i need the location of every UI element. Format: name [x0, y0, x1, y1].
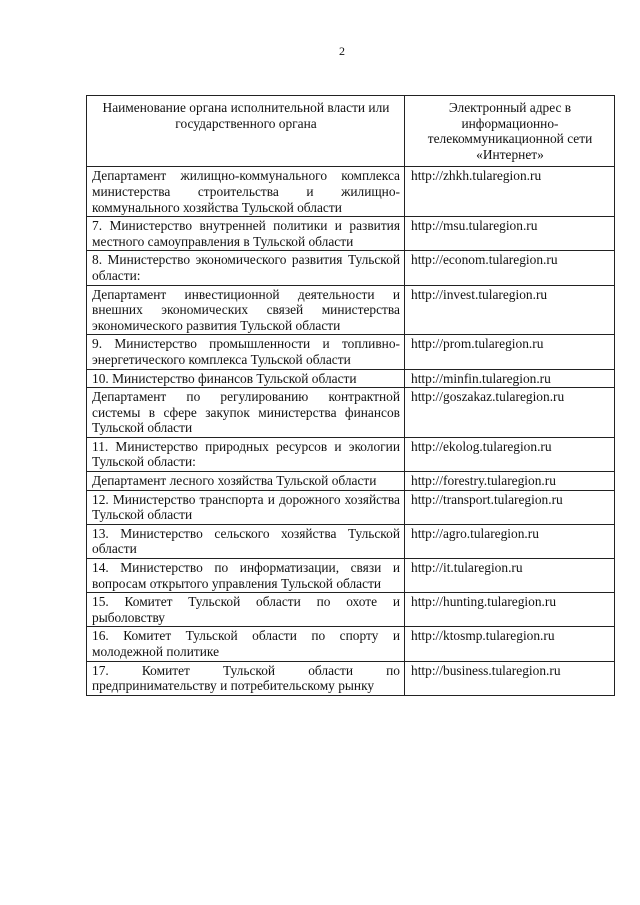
- header-internet-address: Электронный адрес в информационно-телекоммуникационной сети «Интернет»: [405, 96, 615, 167]
- table-header-row: [87, 96, 615, 167]
- table-row: [87, 437, 615, 471]
- organization-name: 16. Комитет Тульской области по спорту и молодежной политике: [87, 627, 405, 661]
- website-link[interactable]: http://transport.tularegion.ru: [405, 490, 615, 524]
- table-row: [87, 661, 615, 695]
- table-row: [87, 593, 615, 627]
- organization-name: 9. Министерство промышленности и топливно-энергетического комплекса Тульской области: [87, 335, 405, 369]
- table-row: [87, 167, 615, 217]
- table-row: [87, 524, 615, 558]
- website-link[interactable]: http://ekolog.tularegion.ru: [405, 437, 615, 471]
- table-row: [87, 369, 615, 388]
- website-link[interactable]: http://goszakaz.tularegion.ru: [405, 388, 615, 438]
- organization-name: 15. Комитет Тульской области по охоте и рыболовству: [87, 593, 405, 627]
- table-row: [87, 285, 615, 335]
- organization-name: 8. Министерство экономического развития Тульской области:: [87, 251, 405, 285]
- table-row: [87, 217, 615, 251]
- website-link[interactable]: http://it.tularegion.ru: [405, 559, 615, 593]
- website-link[interactable]: http://forestry.tularegion.ru: [405, 472, 615, 491]
- organization-name: 12. Министерство транспорта и дорожного хозяйства Тульской области: [87, 490, 405, 524]
- page-number: 2: [339, 44, 345, 58]
- organization-name: Департамент жилищно-коммунального комплекса министерства строительства и жилищно-коммунального хозяйства Тульской области: [87, 167, 405, 217]
- organization-name: 13. Министерство сельского хозяйства Тульской области: [87, 524, 405, 558]
- organization-name: 10. Министерство финансов Тульской области: [87, 369, 405, 388]
- table-row: [87, 490, 615, 524]
- website-link[interactable]: http://hunting.tularegion.ru: [405, 593, 615, 627]
- website-link[interactable]: http://business.tularegion.ru: [405, 661, 615, 695]
- website-link[interactable]: http://ktosmp.tularegion.ru: [405, 627, 615, 661]
- organizations-table: [86, 95, 615, 696]
- table-row: [87, 335, 615, 369]
- organization-name: 11. Министерство природных ресурсов и экологии Тульской области:: [87, 437, 405, 471]
- table-row: [87, 251, 615, 285]
- website-link[interactable]: http://invest.tularegion.ru: [405, 285, 615, 335]
- table-row: [87, 559, 615, 593]
- organization-name: Департамент лесного хозяйства Тульской области: [87, 472, 405, 491]
- website-link[interactable]: http://prom.tularegion.ru: [405, 335, 615, 369]
- website-link[interactable]: http://minfin.tularegion.ru: [405, 369, 615, 388]
- header-organization-name: Наименование органа исполнительной власти или государственного органа: [87, 96, 405, 167]
- organization-name: 17. Комитет Тульской области по предпринимательству и потребительскому рынку: [87, 661, 405, 695]
- table-row: [87, 472, 615, 491]
- website-link[interactable]: http://agro.tularegion.ru: [405, 524, 615, 558]
- table-row: [87, 388, 615, 438]
- website-link[interactable]: http://msu.tularegion.ru: [405, 217, 615, 251]
- organization-name: 14. Министерство по информатизации, связи и вопросам открытого управления Тульской области: [87, 559, 405, 593]
- organization-name: Департамент по регулированию контрактной системы в сфере закупок министерства финансов Тульской области: [87, 388, 405, 438]
- organization-name: 7. Министерство внутренней политики и развития местного самоуправления в Тульской области: [87, 217, 405, 251]
- table-row: [87, 627, 615, 661]
- website-link[interactable]: http://econom.tularegion.ru: [405, 251, 615, 285]
- website-link[interactable]: http://zhkh.tularegion.ru: [405, 167, 615, 217]
- organization-name: Департамент инвестиционной деятельности и внешних экономических связей министерства экономического развития Тульской области: [87, 285, 405, 335]
